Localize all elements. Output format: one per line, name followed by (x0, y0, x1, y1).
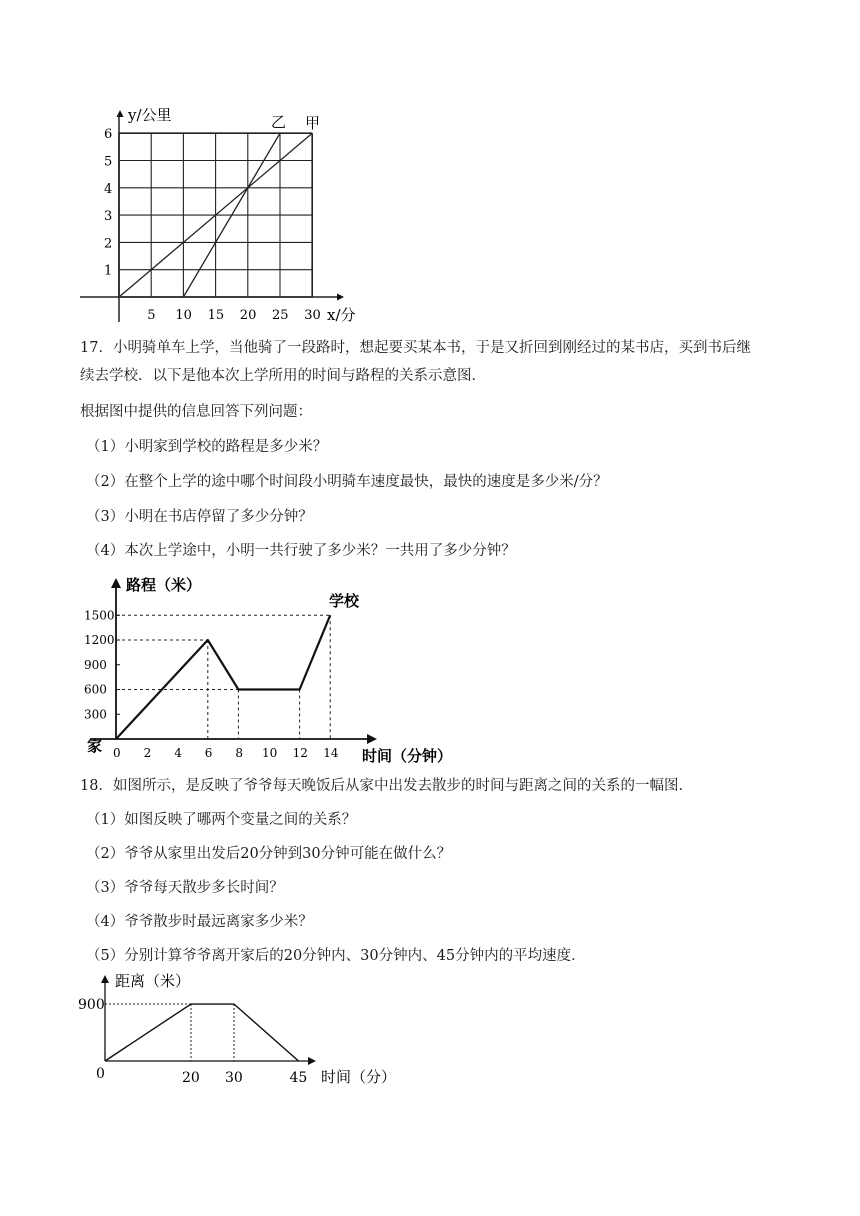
x-tick-label: 12 (292, 746, 308, 760)
q18-sub2: （2）爷爷从家里出发后20分钟到30分钟可能在做什么？ (86, 846, 452, 862)
x-tick-label: 2 (143, 746, 152, 760)
y-axis-arrow (101, 975, 109, 983)
y-tick-label: 1500 (84, 608, 115, 623)
x-tick-label: 20 (182, 1070, 200, 1086)
x-tick-label: 45 (289, 1070, 308, 1086)
q18-sub4: （4）爷爷散步时最远离家多少米？ (86, 914, 313, 930)
origin-label: 家 (87, 737, 103, 755)
q17-stem-line2: 续去学校．以下是他本次上学所用的时间与路程的关系示意图． (80, 368, 486, 384)
series-label-jia: 甲 (305, 114, 321, 132)
x-tick-label: 6 (204, 746, 213, 760)
q17-sub2: （2）在整个上学的途中哪个时间段小明骑车速度最快，最快的速度是多少米/分？ (86, 474, 608, 490)
q17-sub4: （4）本次上学途中，小明一共行驶了多少米？一共用了多少分钟？ (86, 543, 516, 559)
end-label: 学校 (329, 592, 360, 610)
series-line (105, 1004, 299, 1061)
y-tick-label: 1 (104, 263, 113, 279)
x-tick-label: 14 (323, 746, 339, 760)
y-tick-label: 600 (84, 682, 107, 697)
q18-sub5: （5）分别计算爷爷离开家后的20分钟内、30分钟内、45分钟内的平均速度． (86, 948, 586, 964)
q18-sub3: （3）爷爷每天散步多长时间？ (86, 880, 284, 896)
x-tick-label: 15 (207, 308, 225, 323)
x-tick-label: 8 (235, 746, 244, 760)
x-tick-label: 4 (174, 746, 182, 760)
x-tick-label: 0 (113, 746, 121, 760)
y-axis-label: 路程（米） (126, 576, 202, 594)
q18-stem: 18．如图所示，是反映了爷爷每天晚饭后从家中出发去散步的时间与距离之间的关系的一幅图． (80, 778, 693, 794)
x-tick-label: 5 (147, 308, 156, 323)
x-tick-label: 10 (262, 746, 278, 760)
series-label-yi: 乙 (271, 113, 287, 131)
q17-stem-line1: 17．小明骑单车上学，当他骑了一段路时，想起要买某本书，于是又折回到刚经过的某书店，买到书后继 (80, 340, 751, 356)
q17-sub1: （1）小明家到学校的路程是多少米？ (86, 439, 328, 455)
y-axis-label: 距离（米） (115, 972, 191, 990)
y-tick-label: 4 (104, 181, 113, 197)
y-tick-label: 2 (104, 236, 113, 252)
x-tick-label: 25 (272, 308, 289, 323)
x-axis-label: x/分 (327, 306, 356, 324)
x-tick-label: 30 (225, 1070, 243, 1086)
y-tick-label: 3 (104, 209, 113, 225)
origin-label: 0 (96, 1066, 105, 1082)
x-axis-label: 时间（分钟） (362, 747, 453, 765)
x-axis-label: 时间（分） (321, 1068, 397, 1086)
x-tick-label: 30 (304, 308, 321, 323)
y-axis-label: y/公里 (128, 106, 172, 124)
y-tick-label: 900 (78, 997, 105, 1014)
y-tick-label: 300 (84, 707, 107, 722)
x-axis-arrow (308, 1057, 316, 1065)
x-tick-label: 10 (175, 308, 192, 323)
q17-intro: 根据图中提供的信息回答下列问题： (80, 404, 312, 420)
y-tick-label: 5 (104, 154, 113, 170)
y-tick-label: 900 (84, 657, 107, 672)
y-tick-label: 6 (104, 127, 113, 143)
q17-sub3: （3）小明在书店停留了多少分钟？ (86, 509, 313, 525)
y-tick-label: 1200 (84, 633, 115, 647)
x-tick-label: 20 (239, 308, 257, 323)
q18-sub1: （1）如图反映了哪两个变量之间的关系？ (86, 812, 357, 828)
